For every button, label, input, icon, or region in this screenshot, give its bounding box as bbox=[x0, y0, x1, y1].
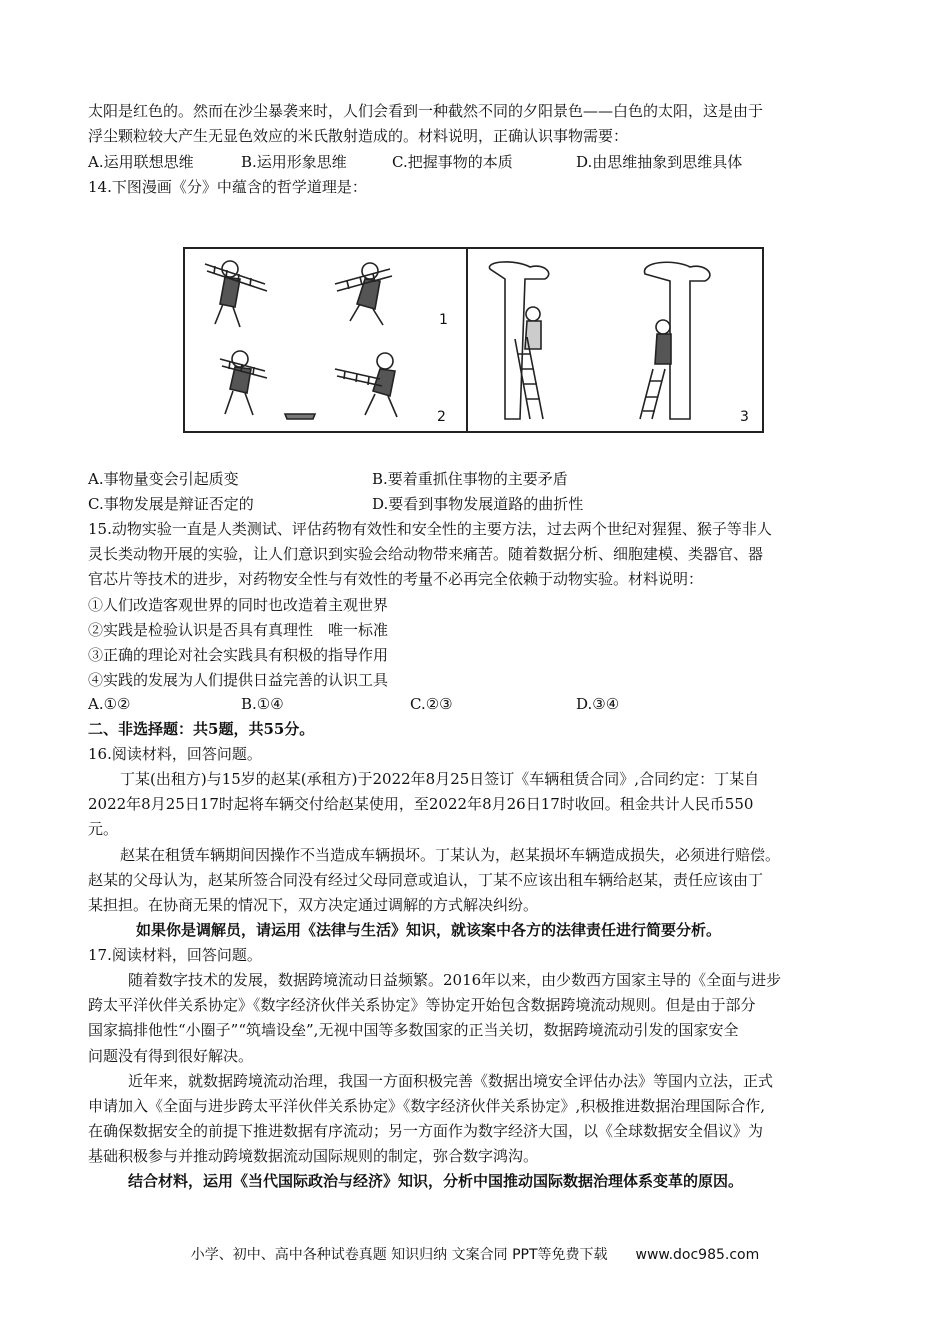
cartoon-panel-number-2: 2 bbox=[437, 409, 446, 425]
q17-line-3: 国家搞排他性“小圈子”“筑墙设垒”,无视中国等多数国家的正当关切，数据跨境流动引发的国家安全 bbox=[88, 1021, 739, 1039]
cartoon-climber-right bbox=[640, 320, 671, 419]
q13-option-c: C.把握事物的本质 bbox=[392, 153, 513, 171]
q17-line-6: 申请加入《全面与进步跨太平洋伙伴关系协定》《数字经济伙伴关系协定》,积极推进数据治理国际合作, bbox=[88, 1097, 766, 1115]
q15-option-b: B.①④ bbox=[241, 695, 284, 713]
q13-line-2: 浮尘颗粒较大产生无显色效应的米氏散射造成的。材料说明，正确认识事物需要： bbox=[88, 127, 629, 145]
cartoon-man-left-bottom bbox=[220, 351, 267, 415]
cartoon-panel-number-3: 3 bbox=[740, 409, 749, 425]
q14-option-d: D.要看到事物发展道路的曲折性 bbox=[372, 495, 584, 513]
q15-item-2: ②实践是检验认识是否具有真理性 唯一标准 bbox=[88, 621, 389, 639]
q14-option-c: C.事物发展是辩证否定的 bbox=[88, 495, 254, 513]
q17-line-1: 随着数字技术的发展，数据跨境流动日益频繁。2016年以来，由少数西方国家主导的《全面与进步 bbox=[128, 971, 782, 989]
cartoon-panel-number-1: 1 bbox=[439, 312, 448, 328]
q16-stem: 16.阅读材料，回答问题。 bbox=[88, 745, 262, 763]
q16-line-2: 2022年8月25日17时起将车辆交付给赵某使用，至2022年8月26日17时收回。租金共计人民币550 bbox=[88, 795, 754, 813]
q15-line-3: 官芯片等技术的进步，对药物安全性与有效性的考量不必再完全依赖于动物实验。材料说明： bbox=[88, 570, 704, 588]
q16-line-1: 丁某(出租方)与15岁的赵某(承租方)于2022年8月25日签订《车辆租赁合同》,合同约定：丁某自 bbox=[120, 770, 760, 788]
q15-item-4: ④实践的发展为人们提供日益完善的认识工具 bbox=[88, 671, 389, 689]
q17-line-4: 问题没有得到很好解决。 bbox=[88, 1047, 254, 1065]
cartoon-man-right-top bbox=[335, 263, 392, 325]
q15-item-1: ①人们改造客观世界的同时也改造着主观世界 bbox=[88, 596, 389, 614]
cartoon-man-right-bottom bbox=[335, 353, 397, 417]
q16-line-3: 元。 bbox=[88, 820, 119, 838]
q16-line-5: 赵某的父母认为，赵某所签合同没有经过父母同意或追认，丁某不应该出租车辆给赵某，责任应该由丁 bbox=[88, 871, 764, 889]
q17-line-5: 近年来，就数据跨境流动治理，我国一方面积极完善《数据出境安全评估办法》等国内立法，正式 bbox=[128, 1072, 774, 1090]
q15-line-2: 灵长类动物开展的实验，让人们意识到实验会给动物带来痛苦。随着数据分析、细胞建模、类器官、器 bbox=[88, 545, 764, 563]
q13-option-d: D.由思维抽象到思维具体 bbox=[576, 153, 743, 171]
q13-line-1: 太阳是红色的。然而在沙尘暴袭来时，人们会看到一种截然不同的夕阳景色——白色的太阳，这是由于 bbox=[88, 102, 764, 120]
q16-line-6: 某担担。在协商无果的情况下，双方决定通过调解的方式解决纠纷。 bbox=[88, 896, 539, 914]
q17-line-7: 在确保数据安全的前提下推进数据有序流动；另一方面作为数字经济大国，以《全球数据安全倡议》为 bbox=[88, 1122, 764, 1140]
page-footer: 小学、初中、高中各种试卷真题 知识归纳 文案合同 PPT等免费下载 www.doc985.com bbox=[190, 1247, 760, 1263]
cartoon-scrap bbox=[285, 414, 315, 419]
q14-option-b: B.要着重抓住事物的主要矛盾 bbox=[372, 470, 568, 488]
q13-option-a: A.运用联想思维 bbox=[88, 153, 194, 171]
cartoon-man-left-top bbox=[205, 261, 267, 327]
q14-option-a: A.事物量变会引起质变 bbox=[88, 470, 239, 488]
q15-option-c: C.②③ bbox=[410, 695, 453, 713]
q15-option-d: D.③④ bbox=[576, 695, 620, 713]
q17-line-8: 基础积极参与并推动跨境数据流动国际规则的制定，弥合数字鸿沟。 bbox=[88, 1147, 539, 1165]
q15-option-a: A.①② bbox=[88, 695, 131, 713]
cartoon-drawing bbox=[185, 249, 762, 431]
q15-line-1: 15.动物实验一直是人类测试、评估药物有效性和安全性的主要方法，过去两个世纪对猩猩、猴子等非人 bbox=[88, 520, 772, 538]
q17-task: 结合材料，运用《当代国际政治与经济》知识，分析中国推动国际数据治理体系变革的原因。 bbox=[128, 1172, 744, 1190]
cartoon-tree-right bbox=[645, 262, 710, 419]
q17-line-2: 跨太平洋伙伴关系协定》《数字经济伙伴关系协定》等协定开始包含数据跨境流动规则。但是由于部分 bbox=[88, 996, 756, 1014]
q14-stem: 14.下图漫画《分》中蕴含的哲学道理是： bbox=[88, 178, 367, 196]
q16-task: 如果你是调解员，请运用《法律与生活》知识，就该案中各方的法律责任进行简要分析。 bbox=[136, 921, 722, 939]
q13-option-b: B.运用形象思维 bbox=[241, 153, 347, 171]
q17-stem: 17.阅读材料，回答问题。 bbox=[88, 946, 262, 964]
q16-line-4: 赵某在租赁车辆期间因操作不当造成车辆损坏。丁某认为，赵某损坏车辆造成损失，必须进行赔偿。 bbox=[120, 846, 781, 864]
cartoon-figure bbox=[183, 247, 764, 433]
section-heading: 二、非选择题：共5题，共55分。 bbox=[88, 720, 315, 738]
q15-item-3: ③正确的理论对社会实践具有积极的指导作用 bbox=[88, 646, 389, 664]
